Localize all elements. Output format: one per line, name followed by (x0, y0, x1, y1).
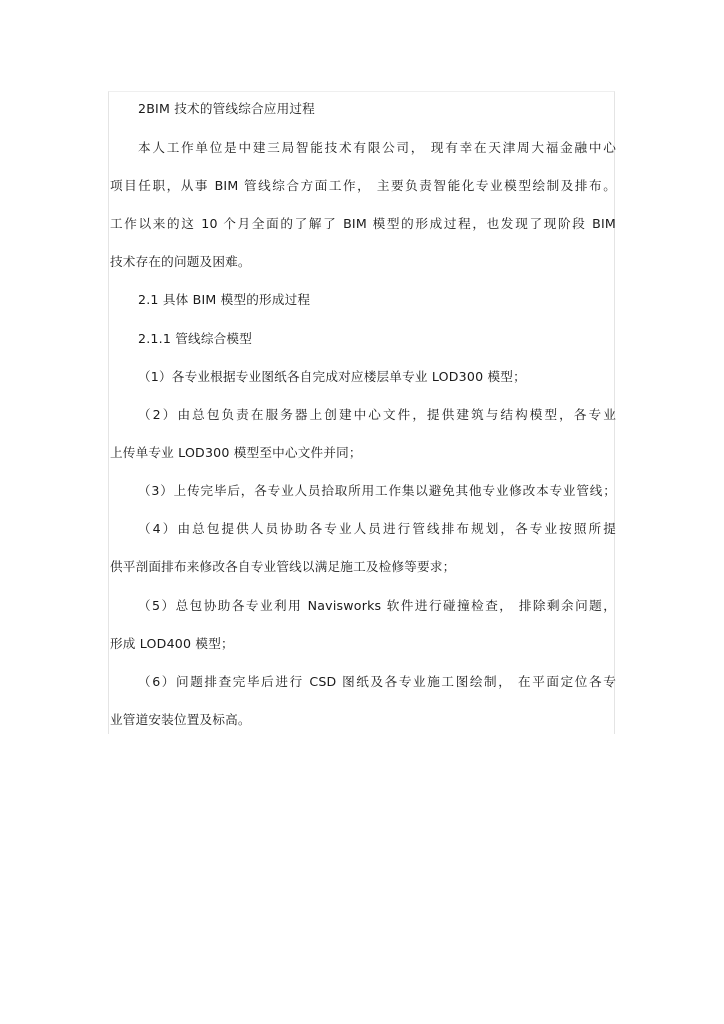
paragraph-line: 本人工作单位是中建三局智能技术有限公司， 现有幸在天津周大福金融中心 (138, 140, 616, 155)
list-item: （5）总包协助各专业利用 Navisworks 软件进行碰撞检查， 排除剩余问题， (138, 598, 616, 613)
list-item-continuation: 业管道安装位置及标高。 (110, 712, 251, 727)
section-heading: 2BIM 技术的管线综合应用过程 (138, 101, 315, 116)
paragraph-line: 项目任职，从事 BIM 管线综合方面工作， 主要负责智能化专业模型绘制及排布。 (110, 178, 616, 193)
list-item-continuation: 形成 LOD400 模型； (110, 636, 234, 651)
list-item: （6）问题排查完毕后进行 CSD 图纸及各专业施工图绘制， 在平面定位各专 (138, 674, 616, 689)
list-item: （3）上传完毕后，各专业人员拾取所用工作集以避免其他专业修改本专业管线； (138, 483, 616, 498)
paragraph-line: 工作以来的这 10 个月全面的了解了 BIM 模型的形成过程，也发现了现阶段 BIM (110, 216, 616, 231)
list-item: （2）由总包负责在服务器上创建中心文件，提供建筑与结构模型，各专业 (138, 407, 616, 422)
list-item-continuation: 上传单专业 LOD300 模型至中心文件并同； (110, 445, 362, 460)
subsubsection-heading: 2.1.1 管线综合模型 (138, 331, 253, 346)
list-item: （4）由总包提供人员协助各专业人员进行管线排布规划，各专业按照所提 (138, 521, 616, 536)
paragraph-line: 技术存在的问题及困难。 (110, 254, 251, 269)
list-item: （1）各专业根据专业图纸各自完成对应楼层单专业 LOD300 模型； (138, 369, 526, 384)
subsection-heading: 2.1 具体 BIM 模型的形成过程 (138, 292, 311, 307)
list-item-continuation: 供平剖面排布来修改各自专业管线以满足施工及检修等要求； (110, 559, 456, 574)
